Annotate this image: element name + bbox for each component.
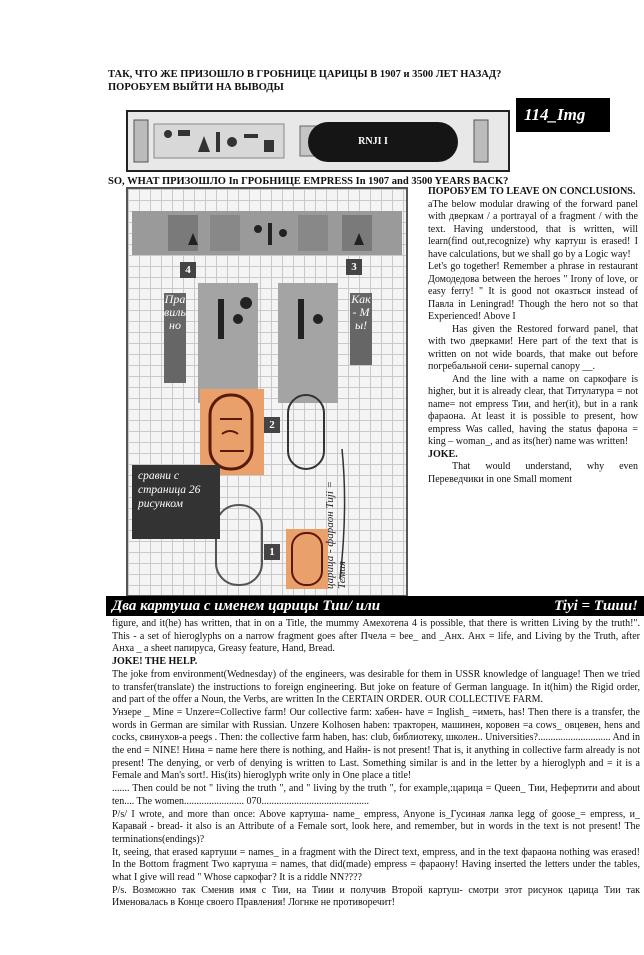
image-label: 114_Img (516, 98, 610, 132)
figure-number-3: 3 (346, 259, 362, 275)
figure-number-2: 2 (264, 417, 280, 433)
body-para-6: It, seeing, that erased картуши = names_ in a fragment with the Direct text, empress, and in the text фараона nothing was erased! In the Bottom fragment Two картуша = names, that did(made) empress = фараону! Having inserted the letters under the tables, what I give will read " Whose саркофаг? It is a riddle NN???? (112, 846, 640, 884)
banner-right-text: Tiyi = Тшии! (554, 597, 638, 614)
right-col-para-2: Let's go together! Remember a phrase in restaurant Домодедова between the heroes " Irony of love, or easy ferry! " It is good not оказться instead of Павла in Leningrad! Though the hero not so that Experienced! Above I (428, 261, 638, 322)
left-vertical-label: Правильно (164, 293, 186, 383)
subheader: SO, WHAT ПРИЗОШЛО In ГРОБНИЦЕ EMPRESS In 1907 and 3500 YEARS BACK? (108, 176, 509, 187)
body-joke-help: JOKE! THE HELP. (112, 656, 198, 668)
right-col-title: ПОРОБУЕМ TO LEAVE ON CONCLUSIONS. (428, 186, 636, 197)
header-line-1: ТАК, ЧТО ЖЕ ПРИЗОШЛО В ГРОБНИЦЕ ЦАРИЦЫ В 1907 и 3500 ЛЕТ НАЗАД? (108, 69, 502, 80)
body-para-7: P/s. Возможно так Сменив имя с Тии, на Тиии и получив Второй картуш- смотри этот рисунок царица Тии так Именовалась в Конце своего Правления! Логнке не противоречит! (112, 884, 640, 909)
caption-banner (106, 596, 644, 616)
header-line-2: ПОРОБУЕМ ВЫЙТИ НА ВЫВОДЫ (108, 82, 284, 93)
figure-number-4: 4 (180, 262, 196, 278)
handwritten-caption: царица - фараон Тиjі = Темия (324, 480, 348, 589)
right-column (428, 186, 638, 486)
tomb-panel-figure (126, 187, 408, 597)
right-vertical-label: Как - Мы! (350, 293, 372, 365)
body-para-5: P/s/ I wrote, and more than once: Above картуша- name_ empress, Anyone is_Гусиная лапка legg of goose_= empress, и_ Каравай - bread- it also is an Attribute of a Female sort, look here, and remember, but in words in the text is not present! The terminations(endings)? (112, 808, 640, 845)
banner-left-text: Два картуша с именем царицы Тии/ или (112, 597, 381, 614)
compare-note: сравни с страница 26 рисунком (132, 465, 220, 539)
right-col-joke: JOKE. (428, 448, 458, 460)
right-col-para-6: That would understand, why even Переведчики in one Small moment (428, 461, 638, 485)
page-header (108, 68, 548, 94)
figure-number-1: 1 (264, 544, 280, 560)
body-text (112, 618, 640, 910)
body-para-3: Унзере _ Mine = Unzere=Collective farm! Our collective farm: хабен- have = Inglish_ =иметь, has! Then there is a transfer, the words in German are similar with Russian. Unzere Kolhosen haben: тракторен, машинен, коровен =a cows_ овцевен, hens and cocks, свинухов-a peegs . Then: the collective farm haben, has: club, библиотеку, школен.. Universities?............................. And in the end = NINE! Нина = name here there is nothing, and Найн- is not present! That is, it anything in collective farm already is not present! The denying, or verb of denying is written to Last. Something similar is and in the letter by a hieroglyph and = it is a Female and Man's sort!. His(its) hieroglyph write only in One place a title! (112, 706, 640, 782)
right-col-para-3: Has given the Restored forward panel, that with two дверками! Here part of the text that is written on not wide boards, that make out before погребальной сени- supernal canopy __. (428, 323, 638, 372)
body-para-4: ....... Then could be not " living the truth ", and " living by the truth ", for example,:царица = Queen_ Тии, Нефертити and about ten.... The women........................ 070........................................... (112, 783, 640, 807)
hieroglyph-strip (126, 110, 510, 172)
body-para-1: figure, and it(he) has written, that in on a Title, the mummy Амехотепа 4 is possible, that there is written Living by the truth!". This - a set of hieroglyphs on a narrow fragment goes after Пчела = bee_ and _Анх. Анх = life, and Living by the Truth, after Анхa _ a sheet папируса, Greasy feature, Hand, Bread. (112, 618, 640, 655)
strip-cartouche-label: RNJI I (358, 135, 388, 147)
right-col-para-4: And the line with a name on саркофаге is higher, but it is already clear, that Титулатура = not name= not empress Тии, and her(it), but in a rank фараона. At least it is possible to present, how empress Was called, having the status фарона = king – woman_, and as its(her) name was written! (428, 373, 638, 447)
body-para-2: The joke from environment(Wednesday) of the engineers, was desirable for them in USSR knowledge of language! Then we tried to transfer(translate) the instructions to foreign engineering. But joke on feature of German language. In it(him) the Rigid order, and part of the offer a Noun, the Verbs, are written In the CERTAIN ORDER. OUR COLLECTIVE FARM. (112, 668, 640, 706)
right-col-para-1: aThe below modular drawing of the forward panel with дверкам / a portrayal of a fragment / with the text. Having understood, that is written, will learn(find out,recognize) why картуш is erased! I have calculations, but we shall go by a Logic way! (428, 198, 638, 260)
